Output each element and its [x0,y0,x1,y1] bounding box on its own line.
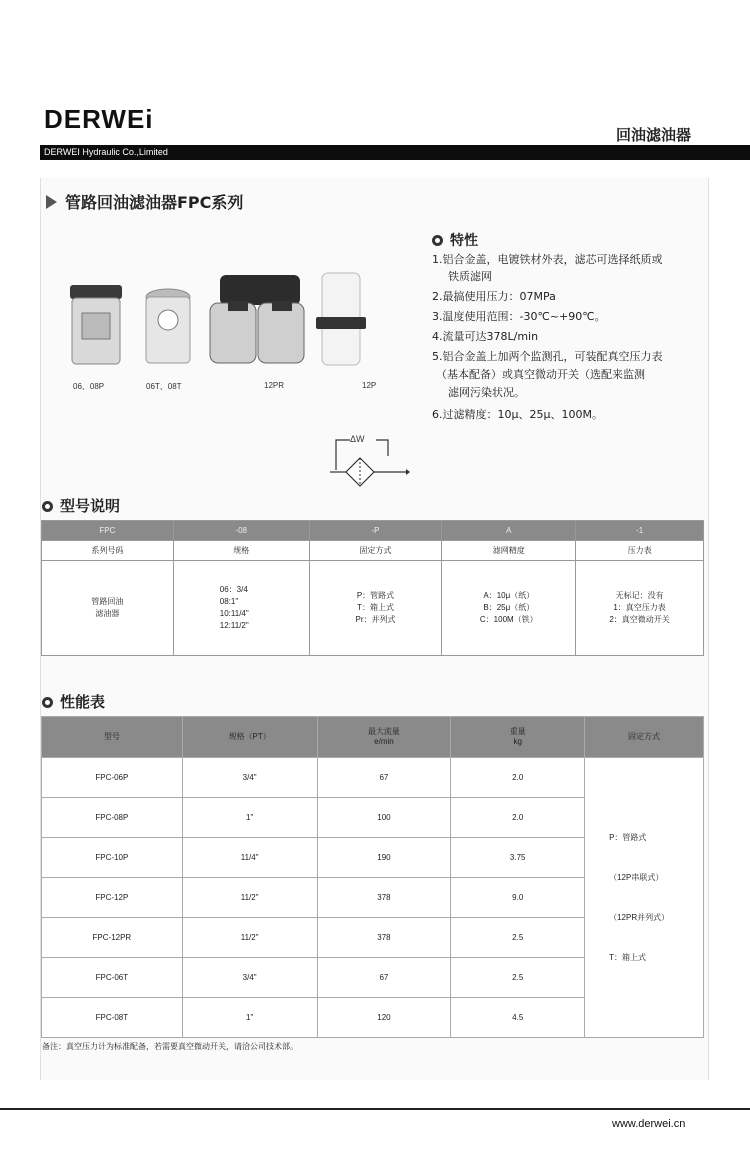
cell-flow: 67 [317,958,451,998]
footer-divider [0,1108,750,1110]
header-mount: 固定方式 [585,717,704,758]
model-name-row [42,541,704,561]
feature-line: 5.铝合金盖上加两个监测孔，可装配真空压力表 [432,350,663,363]
perf-section-title [42,691,105,712]
header-size: 规格（PT） [182,717,317,758]
cell-weight: 2.5 [451,918,585,958]
cell-weight: 9.0 [451,878,585,918]
desc-line: Pr：并列式 [355,615,396,624]
desc-line: P：管路式 [356,591,395,600]
filter-symbol-icon [330,430,410,490]
cell-flow: 378 [317,878,451,918]
bullet-icon [432,235,443,246]
page-title: 回油滤油器 [616,126,692,144]
model-body-row [42,561,704,656]
cell-weight: 4.5 [451,998,585,1038]
desc-line: 08:1" [219,597,239,606]
cell-model: FPC-08T [42,998,183,1038]
cell-weight: 3.75 [451,838,585,878]
desc-line: 12:11/2" [219,621,249,630]
cell-flow: 120 [317,998,451,1038]
desc-line: 10:11/4" [219,609,249,618]
cell-size: 3/4" [182,758,317,798]
cell-flow: 67 [317,758,451,798]
features-title [432,230,478,250]
desc-line: A：10μ（纸） [483,591,535,600]
perf-title-text: 性能表 [60,693,106,711]
footnote: 备注：真空压力计为标准配备，若需要真空微动开关，请洽公司技术部。 [42,1042,298,1051]
filter-06t-image [146,289,190,363]
bullet-icon [42,501,53,512]
model-desc-cell [309,561,442,656]
filter-12p-image [316,273,366,365]
header-weight-unit: kg [513,737,522,746]
cell-weight: 2.0 [451,758,585,798]
desc-line: 1：真空压力表 [613,603,666,612]
desc-line: 无标记：没有 [615,591,664,600]
desc-line: 管路回油 [91,597,124,606]
model-table [41,520,704,656]
desc-line: C：100M（铁） [479,615,538,624]
series-title [46,190,243,213]
header-weight [451,717,585,758]
company-bar [40,145,750,160]
cell-model: FPC-12P [42,878,183,918]
feature-line: 2.最搞使用压力：07MPa [432,290,556,303]
feature-line: 3.温度使用范围：-30℃~+90℃。 [432,310,606,323]
header-flow-label: 最大流量 [367,727,400,736]
cell-size: 11/4" [182,838,317,878]
mount-line: T：箱上式 [609,952,646,962]
desc-line: 06：3/4 [219,585,248,594]
triangle-bullet-icon [46,195,57,209]
model-desc-cell [442,561,576,656]
filter-12pr-image [210,275,304,363]
brand-logo: DERWEi [44,104,154,134]
cell-model: FPC-12PR [42,918,183,958]
cell-mount [585,758,704,1038]
cell-model: FPC-06T [42,958,183,998]
model-code-cell: A [442,521,576,541]
features-title-text: 特性 [450,233,478,249]
model-code-row [42,521,704,541]
feature-line: 铁质滤网 [448,270,492,283]
product-label: 06T、08T [146,382,182,391]
model-name-cell: 滤网精度 [442,541,576,561]
cell-flow: 100 [317,798,451,838]
model-title-text: 型号说明 [60,497,121,515]
feature-line: （基本配备）或真空微动开关（选配来监测 [436,368,645,381]
model-code-cell: -P [309,521,442,541]
model-name-cell: 压力表 [576,541,704,561]
feature-line: 6.过滤精度：10μ、25μ、100M。 [432,408,603,421]
cell-size: 1" [182,798,317,838]
cell-model: FPC-08P [42,798,183,838]
product-label: 06、08P [73,382,105,391]
model-code-cell: -08 [173,521,309,541]
symbol-label: ΔW [350,434,365,444]
cell-weight: 2.5 [451,958,585,998]
cell-flow: 378 [317,918,451,958]
model-desc-cell [576,561,704,656]
mount-line: （12PR并列式） [609,912,670,922]
header-flow [317,717,451,758]
series-title-text: 管路回油滤油器FPC系列 [65,193,244,212]
cell-weight: 2.0 [451,798,585,838]
header-weight-label: 重量 [509,727,526,736]
feature-line: 1.铝合金盖，电镀铁材外表，滤芯可选择纸质或 [432,253,663,266]
cell-flow: 190 [317,838,451,878]
feature-line: 滤网污染状况。 [448,386,525,399]
company-name: DERWEI Hydraulic Co.,Limited [44,147,168,157]
header-model: 型号 [42,717,183,758]
cell-size: 3/4" [182,958,317,998]
header-flow-unit: e/min [374,737,394,746]
cell-size: 1" [182,998,317,1038]
cell-size: 11/2" [182,918,317,958]
desc-line: 滤油器 [95,609,120,618]
product-images [60,265,400,375]
model-desc-cell [42,561,174,656]
filter-06p-image [70,285,122,364]
model-name-cell: 固定方式 [309,541,442,561]
table-row [42,758,704,798]
model-section-title [42,495,120,516]
model-desc-cell [173,561,309,656]
cell-model: FPC-06P [42,758,183,798]
cell-size: 11/2" [182,878,317,918]
cell-model: FPC-10P [42,838,183,878]
model-name-cell: 系列号码 [42,541,174,561]
model-code-cell: -1 [576,521,704,541]
performance-table [41,716,704,1038]
model-code-cell: FPC [42,521,174,541]
feature-line: 4.流量可达378L/min [432,330,539,343]
product-label: 12P [362,381,377,390]
mount-line: P：管路式 [609,832,647,842]
desc-line: T：箱上式 [357,603,394,612]
model-name-cell: 规格 [173,541,309,561]
bullet-icon [42,697,53,708]
desc-line: B：25μ（纸） [483,603,535,612]
desc-line: 2：真空微动开关 [609,615,670,624]
website-url: www.derwei.cn [612,1118,686,1130]
mount-line: （12P串联式） [609,872,664,882]
product-label: 12PR [264,381,285,390]
perf-header-row [42,717,704,758]
